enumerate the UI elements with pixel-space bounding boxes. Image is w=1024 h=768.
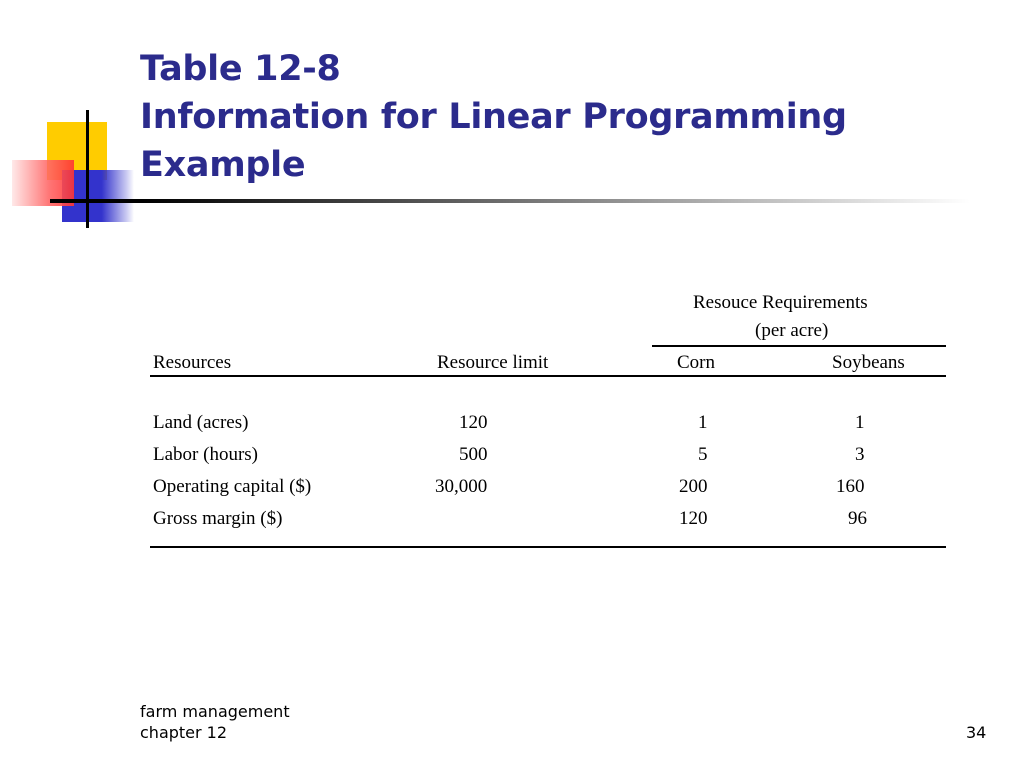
table-cell-limit: 500	[459, 444, 488, 465]
table-cell-corn: 1	[698, 412, 708, 433]
group-header-rule	[652, 345, 946, 347]
table-cell-corn: 5	[698, 444, 708, 465]
table-cell-soybeans: 96	[848, 508, 867, 529]
column-header-resource-limit: Resource limit	[437, 352, 549, 373]
footer-label	[140, 701, 290, 743]
table-cell-limit: 30,000	[435, 476, 488, 497]
footer-line-2: chapter 12	[140, 723, 228, 742]
table-cell-corn: 120	[679, 508, 708, 529]
column-header-resources: Resources	[153, 352, 232, 373]
table-cell-resource: Gross margin ($)	[153, 508, 283, 529]
table-cell-soybeans: 160	[836, 476, 865, 497]
table-cell-resource: Operating capital ($)	[153, 476, 312, 497]
table-cell-soybeans: 3	[855, 444, 865, 465]
table-cell-resource: Labor (hours)	[153, 444, 258, 465]
table-bottom-rule	[150, 546, 946, 548]
table-cell-corn: 200	[679, 476, 708, 497]
table-cell-soybeans: 1	[855, 412, 865, 433]
group-header-line-1: Resouce Requirements	[693, 292, 868, 313]
page-number: 34	[966, 723, 987, 742]
group-header-line-2: (per acre)	[755, 320, 829, 341]
header-rule	[150, 375, 946, 377]
title-line-3: Example	[140, 145, 306, 185]
table-cell-limit: 120	[459, 412, 488, 433]
column-header-soybeans: Soybeans	[832, 352, 905, 373]
footer-line-1: farm management	[140, 702, 290, 721]
column-header-corn: Corn	[677, 352, 715, 373]
title-line-1: Table 12-8	[140, 49, 341, 89]
table-cell-resource: Land (acres)	[153, 412, 249, 433]
title-line-2: Information for Linear Programming	[140, 97, 847, 137]
